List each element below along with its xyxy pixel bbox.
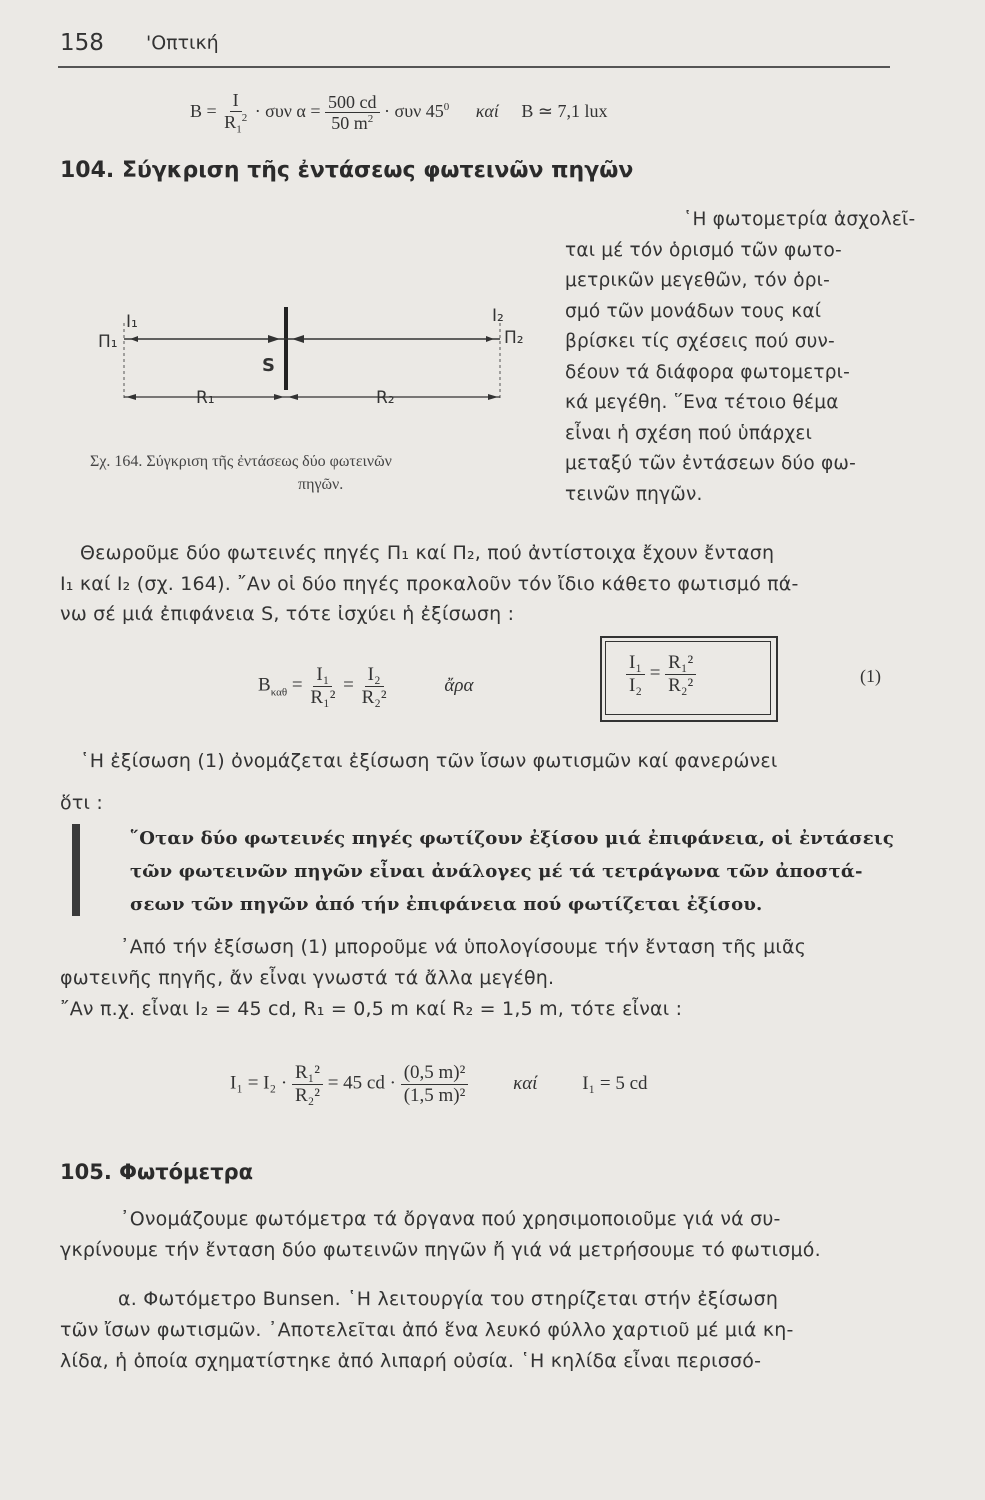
frac-num: I₁ (626, 652, 645, 675)
p2-arrowhead (486, 336, 494, 342)
label-p1: Π₁ (98, 332, 118, 352)
frac-i-over-r1sq (221, 90, 250, 136)
frac-den: R₂² (294, 1084, 320, 1106)
arrow-left-to-s (268, 335, 280, 343)
frac-num: I (230, 90, 242, 112)
paragraph-2-line2: ὅτι : (60, 792, 103, 814)
box-frac-2 (665, 652, 696, 697)
frac-num: (0,5 m)² (401, 1062, 469, 1085)
section-104-title: 104. Σύγκριση τῆς ἐντάσεως φωτεινῶν πηγῶν (60, 158, 634, 183)
para3-line: ῎Αν π.χ. εἶναι I₂ = 45 cd, R₁ = 0,5 m καί R₂ = 1,5 m, τότε εἶναι : (60, 998, 683, 1020)
p1-arrowhead (130, 336, 138, 342)
formula-result: B ≃ 7,1 lux (521, 101, 608, 122)
law-statement (130, 822, 894, 921)
equation-1-box (600, 636, 778, 722)
box-equals: = (649, 662, 661, 684)
intro-line: μεταξύ τῶν ἐντάσεων δύο φω- (565, 453, 856, 474)
frac-den: I₂ (629, 674, 642, 696)
label-p2: Π₂ (504, 328, 524, 348)
para1-line: Θεωροῦμε δύο φωτεινές πηγές Π₁ καί Π₂, πού ἀντίστοιχα ἔχουν ἔνταση (80, 542, 775, 564)
para1-line: νω σέ μιά ἐπιφάνεια S, τότε ἰσχύει ἡ ἐξίσωση : (60, 603, 515, 625)
paragraph-1 (60, 538, 799, 630)
frac-num: I₂ (365, 664, 384, 687)
para1-line: I₁ καί I₂ (σχ. 164). ῎Αν οἱ δύο πηγές προκαλοῦν τόν ἴδιο κάθετο φωτισμό πά- (60, 572, 799, 595)
equation-1-boxed (626, 652, 696, 697)
para3-line: ᾿Από τήν ἐξίσωση (1) μποροῦμε νά ὑπολογίσουμε τήν ἔνταση τῆς μιᾶς (120, 936, 807, 958)
r-sub: 1 (236, 123, 242, 136)
degree: 0 (443, 101, 450, 114)
intro-line: δέουν τά διάφορα φωτομετρι- (565, 361, 851, 383)
r-base: R (224, 111, 237, 132)
s105-line: α. Φωτόμετρο Bunsen. ῾Η λειτουργία του στηρίζεται στήν ἐξίσωση (118, 1288, 779, 1310)
section-105-body (60, 1204, 821, 1266)
formula-kai: καί (475, 101, 499, 122)
section-105-bunsen (60, 1284, 794, 1377)
header-rule (58, 66, 890, 68)
statement-line: τῶν φωτεινῶν πηγῶν εἶναι ἀνάλογες μέ τά τετράγωνα τῶν ἀποστά- (130, 861, 863, 882)
eq1-ara: ἄρα (444, 674, 474, 696)
figure-164 (90, 295, 530, 420)
label-r2: R₂ (376, 388, 395, 408)
frac-num: I₁ (313, 664, 332, 687)
label-i1: I₁ (126, 312, 138, 332)
frac-den (221, 112, 250, 136)
eq1-lhs: B (258, 674, 271, 696)
frac-den: R₁² (310, 686, 336, 708)
box-frac-1 (626, 652, 645, 697)
label-i2: I₂ (492, 306, 504, 326)
section-105-title: 105. Φωτόμετρα (60, 1160, 254, 1184)
equation-1-label: (1) (860, 666, 881, 686)
r2-arrow-left (288, 394, 298, 400)
s105-line: τῶν ἴσων φωτισμῶν. ᾿Αποτελεῖται ἀπό ἕνα λευκό φύλλο χαρτιοῦ μέ μιά κη- (60, 1319, 794, 1341)
r-sup: 2 (241, 111, 248, 124)
s105-line: λίδα, ἡ ὁποία σχηματίστηκε ἀπό λιπαρή οὐσία. ῾Η κηλίδα εἶναι περισσό- (60, 1350, 762, 1372)
eq2-frac-r (292, 1062, 323, 1107)
label-s: S (262, 355, 275, 376)
section-104-intro (565, 205, 915, 510)
paragraph-2-line1: ῾Η ἐξίσωση (1) ὀνομάζεται ἐξίσωση τῶν ἴσων φωτισμῶν καί φανερώνει (80, 750, 778, 772)
frac-den: (1,5 m)² (403, 1084, 466, 1106)
eq1-equals: = (291, 674, 303, 696)
eq2-frac-values (401, 1062, 469, 1107)
para3-line: φωτεινῆς πηγῆς, ἄν εἶναι γνωστά τά ἄλλα μεγέθη. (60, 967, 555, 989)
equation-2 (230, 1062, 648, 1107)
page-number: 158 (60, 30, 104, 56)
formula-cos-a: · συν α = (254, 101, 321, 122)
den-base: 50 m (331, 113, 368, 134)
figure-caption-line2: πηγῶν. (298, 476, 344, 493)
intro-line: εἶναι ἡ σχέση πού ὑπάρχει (565, 422, 813, 444)
figure-caption-line1: Σχ. 164. Σύγκριση τῆς ἐντάσεως δύο φωτεινῶν (90, 453, 392, 470)
eq1-frac-2 (359, 664, 390, 709)
intro-line: τεινῶν πηγῶν. (565, 483, 703, 505)
statement-line: ῞Οταν δύο φωτεινές πηγές φωτίζουν ἐξίσου μιά ἐπιφάνεια, οἱ ἐντάσεις (130, 828, 894, 849)
frac-500-over-50 (325, 92, 380, 134)
eq1-frac-1 (307, 664, 338, 709)
formula-cos45: · συν 45 (384, 101, 444, 122)
frac-den: R₂² (668, 674, 694, 696)
frac-num: 500 cd (325, 92, 380, 114)
intro-line: βρίσκει τίς σχέσεις πού συν- (565, 331, 835, 352)
running-title: 'Οπτική (146, 32, 219, 54)
intro-line: σμό τῶν μονάδων τους καί (565, 300, 822, 322)
intro-line: κά μεγέθη. ῞Ενα τέτοιο θέμα (565, 392, 839, 413)
eq1-lhs-sub: καθ (270, 686, 288, 699)
eq2-kai: καί (513, 1072, 538, 1094)
label-r1: R₁ (196, 388, 215, 408)
paragraph-3 (60, 932, 806, 1025)
s105-line: ᾿Ονομάζουμε φωτόμετρα τά ὄργανα πού χρησιμοποιοῦμε γιά νά συ- (120, 1208, 781, 1230)
den-sup: 2 (367, 113, 374, 126)
eq2-result: I₁ = 5 cd (582, 1072, 648, 1094)
eq2-mid: = 45 cd · (327, 1072, 396, 1094)
eq2-lhs: I₁ = I₂ · (230, 1072, 288, 1094)
statement-line: σεων τῶν πηγῶν ἀπό τήν ἐπιφάνεια πού φωτίζεται ἐξίσου. (130, 894, 763, 915)
intro-line: ται μέ τόν ὁρισμό τῶν φωτο- (565, 239, 842, 261)
eq1-equals: = (343, 674, 354, 696)
frac-den: R₂² (361, 686, 387, 708)
frac-den (328, 113, 376, 134)
frac-num: R₁² (292, 1062, 323, 1085)
frac-num: R₁² (665, 652, 696, 675)
intro-line: ῾Η φωτομετρία ἀσχολεῖ- (683, 209, 916, 230)
r1-arrow-right (274, 394, 284, 400)
intro-line: μετρικῶν μεγεθῶν, τόν ὁρι- (565, 270, 831, 291)
statement-marker-bar (72, 824, 80, 916)
arrow-right-to-s (292, 335, 304, 343)
formula-top (190, 90, 607, 136)
r1-arrow-left (126, 394, 136, 400)
equation-1 (258, 664, 473, 709)
formula-b-eq: B = (190, 101, 217, 122)
r2-arrow-right (488, 394, 498, 400)
s105-line: γκρίνουμε τήν ἔνταση δύο φωτεινῶν πηγῶν ἤ γιά νά μετρήσουμε τό φωτισμό. (60, 1239, 821, 1261)
